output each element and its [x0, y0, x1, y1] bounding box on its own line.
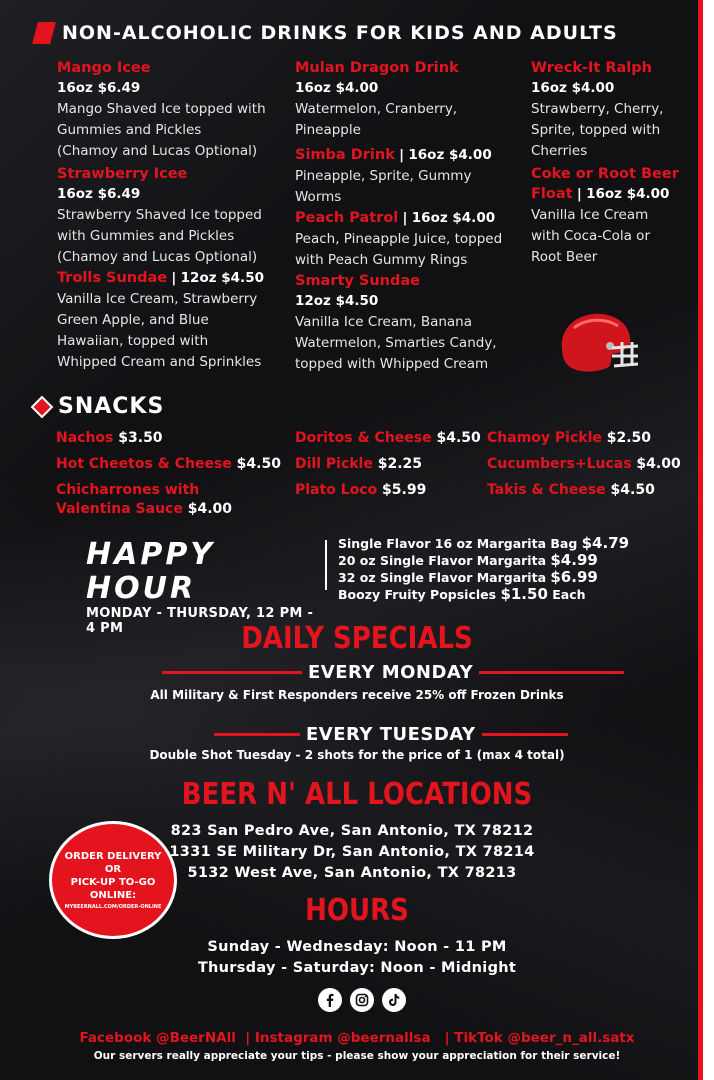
- item-name: Mulan Dragon Drink: [295, 60, 459, 76]
- drinks-column-2: [295, 58, 525, 375]
- item-desc: Sprite, topped with: [531, 122, 661, 138]
- snack-price: $5.99: [382, 482, 427, 498]
- address: 823 San Pedro Ave, San Antonio, TX 78212: [170, 823, 534, 839]
- menu-item: Simba Drink | 16oz $4.00 Pineapple, Sprite, Gummy Worms: [295, 145, 525, 208]
- item-desc: Strawberry, Cherry,: [531, 101, 664, 117]
- address: 1331 SE Military Dr, San Antonio, TX 78214: [169, 844, 535, 860]
- diamond-icon: [31, 395, 54, 418]
- snack-name: Cucumbers+Lucas: [487, 456, 632, 472]
- order-url[interactable]: MYBEERNALL.COM/ORDER-ONLINE: [64, 904, 162, 910]
- snack-item: [56, 455, 281, 474]
- menu-item: [57, 164, 282, 268]
- happy-hour-title: HAPPY HOUR: [86, 537, 216, 606]
- item-desc: Strawberry Shaved Ice topped: [57, 207, 262, 223]
- divider: [325, 540, 327, 590]
- hours-line: Sunday - Wednesday: Noon - 11 PM: [207, 939, 507, 955]
- snack-item: [487, 455, 681, 474]
- item-name: Strawberry Icee: [57, 166, 188, 182]
- item-desc: Vanilla Ice Cream, Banana: [295, 314, 473, 330]
- item-name: Peach Patrol: [295, 210, 399, 226]
- instagram-icon[interactable]: [350, 988, 374, 1012]
- item-price: 16oz $4.00: [531, 80, 615, 96]
- item-desc: Root Beer: [531, 249, 598, 265]
- snack-item: [295, 429, 481, 448]
- item-price: 16oz $6.49: [57, 186, 141, 202]
- menu-item: [57, 58, 282, 162]
- snack-item: [56, 429, 163, 448]
- snack-item: [487, 481, 655, 500]
- item-name: Mango Icee: [57, 60, 151, 76]
- snacks-title-text: SNACKS: [58, 394, 165, 419]
- item-desc: Green Apple, and Blue: [57, 312, 209, 328]
- snack-price: $2.50: [606, 430, 652, 446]
- item-price: 16oz $4.00: [295, 80, 379, 96]
- item-desc: Cherries: [531, 143, 588, 159]
- item-desc: with Gummies and Pickles: [57, 228, 235, 244]
- item-desc: Vanilla Ice Cream: [531, 207, 649, 223]
- happy-hour-line: 20 oz Single Flavor Margarita $4.99: [338, 551, 598, 569]
- locations-title: BEER N' ALL LOCATIONS: [181, 777, 533, 813]
- tuesday-heading: EVERY TUESDAY: [214, 724, 568, 745]
- item-desc: topped with Whipped Cream: [295, 356, 489, 372]
- menu-item: Peach Patrol | 16oz $4.00 Peach, Pineapple Juice, topped with Peach Gummy Rings: [295, 208, 525, 271]
- snack-name: Valentina Sauce: [56, 501, 183, 517]
- happy-hour-line: 32 oz Single Flavor Margarita $6.99: [338, 568, 598, 586]
- daily-specials-title: DAILY SPECIALS: [241, 621, 473, 657]
- item-price: 12oz $4.50: [295, 293, 379, 309]
- snack-name: Hot Cheetos & Cheese: [56, 456, 232, 472]
- item-desc: Pineapple, Sprite, Gummy: [295, 168, 472, 184]
- drinks-column-1: [57, 58, 282, 373]
- item-name: Trolls Sundae: [57, 270, 168, 286]
- item-price: 16oz $4.00: [411, 210, 496, 226]
- snack-price: $4.50: [436, 430, 481, 446]
- snack-name: Chicharrones with: [56, 482, 200, 498]
- item-name: Float: [531, 186, 573, 202]
- item-price: 12oz $4.50: [180, 270, 264, 286]
- snack-price: $2.25: [377, 456, 423, 472]
- snack-name: Dill Pickle: [295, 456, 373, 472]
- drinks-column-3: [531, 58, 691, 268]
- menu-item: [295, 58, 525, 141]
- happy-hour-list: [338, 535, 629, 603]
- snack-price: $4.00: [636, 456, 681, 472]
- item-desc: Peach, Pineapple Juice, topped: [295, 231, 503, 247]
- item-price: 16oz $4.00: [408, 147, 492, 163]
- drinks-title-text: NON-ALCOHOLIC DRINKS FOR KIDS AND ADULTS: [62, 22, 618, 44]
- happy-hour-subtitle: MONDAY - THURSDAY, 12 PM - 4 PM: [86, 606, 314, 636]
- item-name: Coke or Root Beer: [531, 166, 679, 182]
- monday-special-text: All Military & First Responders receive 25% off Frozen Drinks: [150, 688, 564, 702]
- item-price: 16oz $6.49: [57, 80, 141, 96]
- order-line: ORDER DELIVERY OR: [64, 851, 162, 875]
- monday-heading: EVERY MONDAY: [162, 662, 624, 683]
- item-name: Simba Drink: [295, 147, 395, 163]
- item-desc: Pineapple: [295, 122, 361, 138]
- tiktok-icon[interactable]: [382, 988, 406, 1012]
- happy-hour-line: Boozy Fruity Popsicles $1.50 Each: [338, 585, 586, 603]
- item-name: Wreck-It Ralph: [531, 60, 652, 76]
- snack-item: [56, 481, 232, 519]
- snack-name: Doritos & Cheese: [295, 430, 432, 446]
- tips-note: Our servers really appreciate your tips - please show your appreciation for their service!: [93, 1050, 621, 1062]
- snack-price: $4.00: [187, 501, 233, 517]
- item-desc: Whipped Cream and Sprinkles: [57, 354, 262, 370]
- item-desc: Worms: [295, 189, 342, 205]
- item-desc: Watermelon, Smarties Candy,: [295, 335, 497, 351]
- facebook-icon[interactable]: [318, 988, 342, 1012]
- snack-item: [295, 481, 426, 500]
- snack-price: $4.50: [610, 482, 655, 498]
- tuesday-special-text: Double Shot Tuesday - 2 shots for the price of 1 (max 4 total): [149, 748, 565, 762]
- snacks-section-title: [34, 394, 164, 419]
- item-name: Smarty Sundae: [295, 273, 421, 289]
- menu-item: [531, 58, 691, 162]
- snack-price: $4.50: [236, 456, 281, 472]
- snack-item: [487, 429, 651, 448]
- item-desc: Hawaiian, topped with: [57, 333, 209, 349]
- drinks-section-title: [34, 22, 618, 44]
- menu-item: Coke or Root Beer Float | 16oz $4.00 Vanilla Ice Cream with Coca-Cola or Root Beer: [531, 164, 691, 268]
- item-desc: with Peach Gummy Rings: [295, 252, 468, 268]
- snack-name: Plato Loco: [295, 482, 378, 498]
- snack-item: [295, 455, 422, 474]
- item-price: 16oz $4.00: [586, 186, 670, 202]
- item-desc: (Chamoy and Lucas Optional): [57, 143, 258, 159]
- item-desc: (Chamoy and Lucas Optional): [57, 249, 258, 265]
- red-flag-icon: [32, 22, 56, 44]
- snack-price: $3.50: [118, 430, 163, 446]
- order-line: PICK-UP TO-GO ONLINE:: [70, 877, 156, 901]
- happy-hour-line: Single Flavor 16 oz Margarita Bag $4.79: [338, 534, 630, 552]
- hours-list: [0, 937, 714, 979]
- snack-name: Chamoy Pickle: [487, 430, 602, 446]
- hours-title: HOURS: [305, 893, 409, 929]
- football-helmet-icon: [552, 308, 642, 378]
- item-desc: Watermelon, Cranberry,: [295, 101, 458, 117]
- social-icons: [318, 988, 406, 1012]
- item-desc: with Coca-Cola or: [531, 228, 650, 244]
- item-desc: Mango Shaved Ice topped with: [57, 101, 266, 117]
- hours-line: Thursday - Saturday: Noon - Midnight: [197, 960, 517, 976]
- address: 5132 West Ave, San Antonio, TX 78213: [187, 865, 517, 881]
- menu-item: [295, 271, 525, 375]
- snack-name: Nachos: [56, 430, 114, 446]
- snack-name: Takis & Cheese: [487, 482, 606, 498]
- social-handles: Facebook @BeerNAll | Instagram @beernallsa | TikTok @beer_n_all.satx: [79, 1030, 635, 1046]
- item-desc: Gummies and Pickles: [57, 122, 202, 138]
- menu-item: Trolls Sundae | 12oz $4.50 Vanilla Ice Cream, Strawberry Green Apple, and Blue Hawaiian, topped with Whipped Cream and Sprinkles: [57, 268, 282, 373]
- item-desc: Vanilla Ice Cream, Strawberry: [57, 291, 258, 307]
